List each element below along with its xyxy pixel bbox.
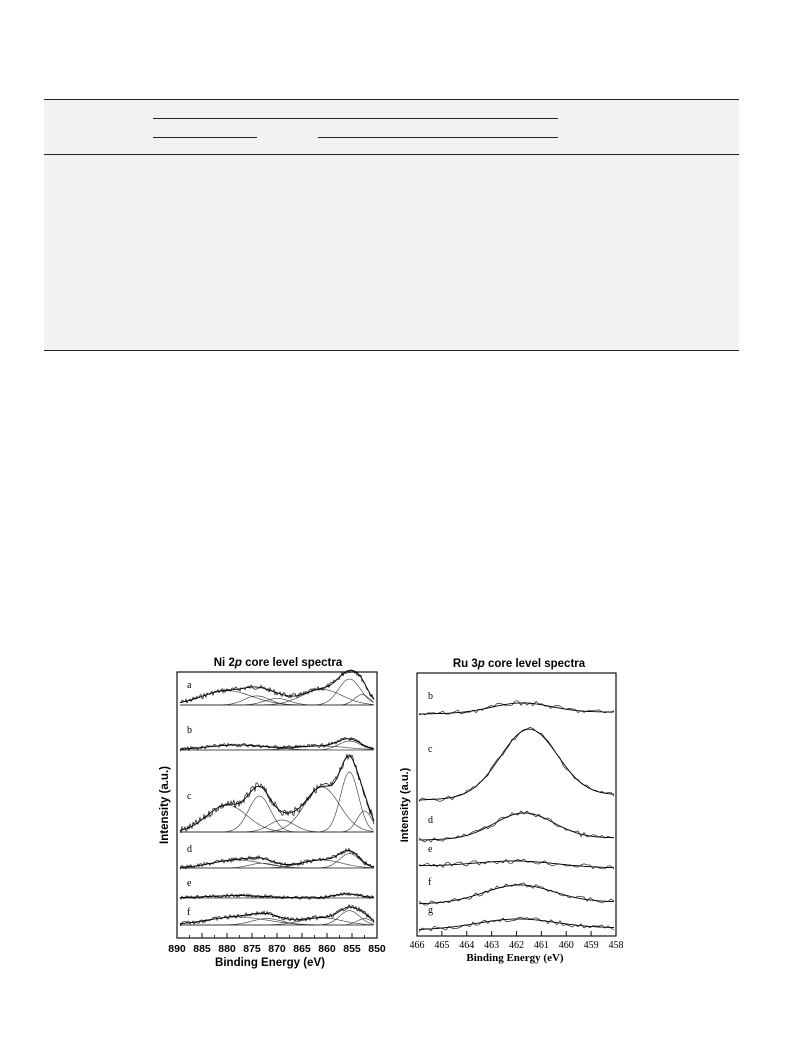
ni-xticks (168, 933, 386, 955)
ru-raw-spectrum (419, 811, 614, 842)
ni-trace (180, 670, 374, 705)
ni-trace (180, 725, 374, 751)
ru-trace-label: g (428, 905, 433, 916)
ni-trace (180, 754, 374, 833)
ru-raw-spectrum (419, 859, 614, 869)
ni-x-axis-label: Binding Energy (eV) (215, 957, 325, 969)
ni-xtick-label: 865 (293, 943, 311, 955)
ru-xtick-label: 461 (533, 940, 549, 951)
ni-fit-component (180, 695, 374, 705)
ru-3p-panel (399, 658, 624, 964)
ni-xtick-label: 855 (343, 943, 361, 955)
ni-xtick-label: 880 (218, 943, 236, 955)
ni-xtick-label: 860 (318, 943, 336, 955)
ni-trace (180, 844, 374, 870)
ni-trace (180, 905, 374, 926)
ru-plot-frame (417, 673, 616, 936)
ru-xtick-label: 458 (608, 940, 624, 951)
ni-trace-label: b (187, 725, 192, 736)
ni-2p-panel (159, 657, 386, 969)
ni-fit-envelope (180, 756, 374, 830)
ru-x-axis-label: Binding Energy (eV) (466, 952, 564, 964)
ru-trace-label: e (428, 844, 433, 855)
ru-xtick-label: 463 (484, 940, 500, 951)
ni-y-axis-label: Intensity (a.u.) (159, 766, 171, 844)
ni-fit-component (180, 741, 374, 750)
ru-trace-label: d (428, 815, 433, 826)
ni-xtick-label: 890 (168, 943, 186, 955)
ni-fit-component (180, 679, 374, 705)
ru-xtick-label: 464 (459, 940, 475, 951)
ni-raw-spectrum (180, 670, 374, 703)
ru-trace-label: b (428, 691, 433, 702)
ni-fit-component (180, 805, 374, 832)
ni-trace-label: d (187, 844, 192, 855)
ni-xtick-label: 870 (268, 943, 286, 955)
ru-y-axis-label: Intensity (a.u.) (399, 767, 411, 843)
ni-fit-envelope (180, 670, 374, 702)
ru-trace-label: c (428, 744, 433, 755)
ru-trace (419, 691, 614, 715)
ru-panel-title: Ru 3p core level spectra (452, 658, 586, 670)
ni-trace-label: f (187, 907, 191, 918)
ni-trace-label: e (187, 878, 192, 889)
ni-trace-label: a (187, 680, 192, 691)
ni-fit-component (180, 787, 374, 832)
ni-fit-envelope (180, 894, 374, 898)
ni-traces (180, 670, 374, 926)
ru-trace (419, 877, 614, 905)
ni-trace (180, 878, 374, 899)
ni-fit-component (180, 911, 374, 925)
ru-fit-curve (419, 813, 614, 840)
ni-xtick-label: 875 (243, 943, 261, 955)
ni-fit-component (180, 772, 374, 832)
ru-xtick-label: 460 (558, 940, 574, 951)
ni-raw-spectrum (180, 849, 374, 870)
ru-xtick-label: 466 (409, 940, 425, 951)
ni-xtick-label: 850 (368, 943, 386, 955)
ni-xtick-label: 885 (193, 943, 211, 955)
ni-trace-label: c (187, 791, 192, 802)
ru-traces (419, 691, 614, 932)
ru-xtick-label: 465 (434, 940, 450, 951)
ru-raw-spectrum (419, 727, 614, 801)
ru-trace (419, 905, 614, 932)
ru-xtick-label: 459 (583, 940, 599, 951)
ru-xtick-label: 462 (509, 940, 524, 951)
ru-fit-curve (419, 885, 614, 904)
ru-xticks (410, 931, 624, 951)
ru-fit-curve (419, 729, 614, 800)
ru-trace (419, 727, 614, 801)
ru-trace (419, 844, 614, 869)
ru-trace (419, 811, 614, 842)
ni-panel-title: Ni 2p core level spectra (213, 657, 343, 669)
ru-trace-label: f (428, 877, 432, 888)
